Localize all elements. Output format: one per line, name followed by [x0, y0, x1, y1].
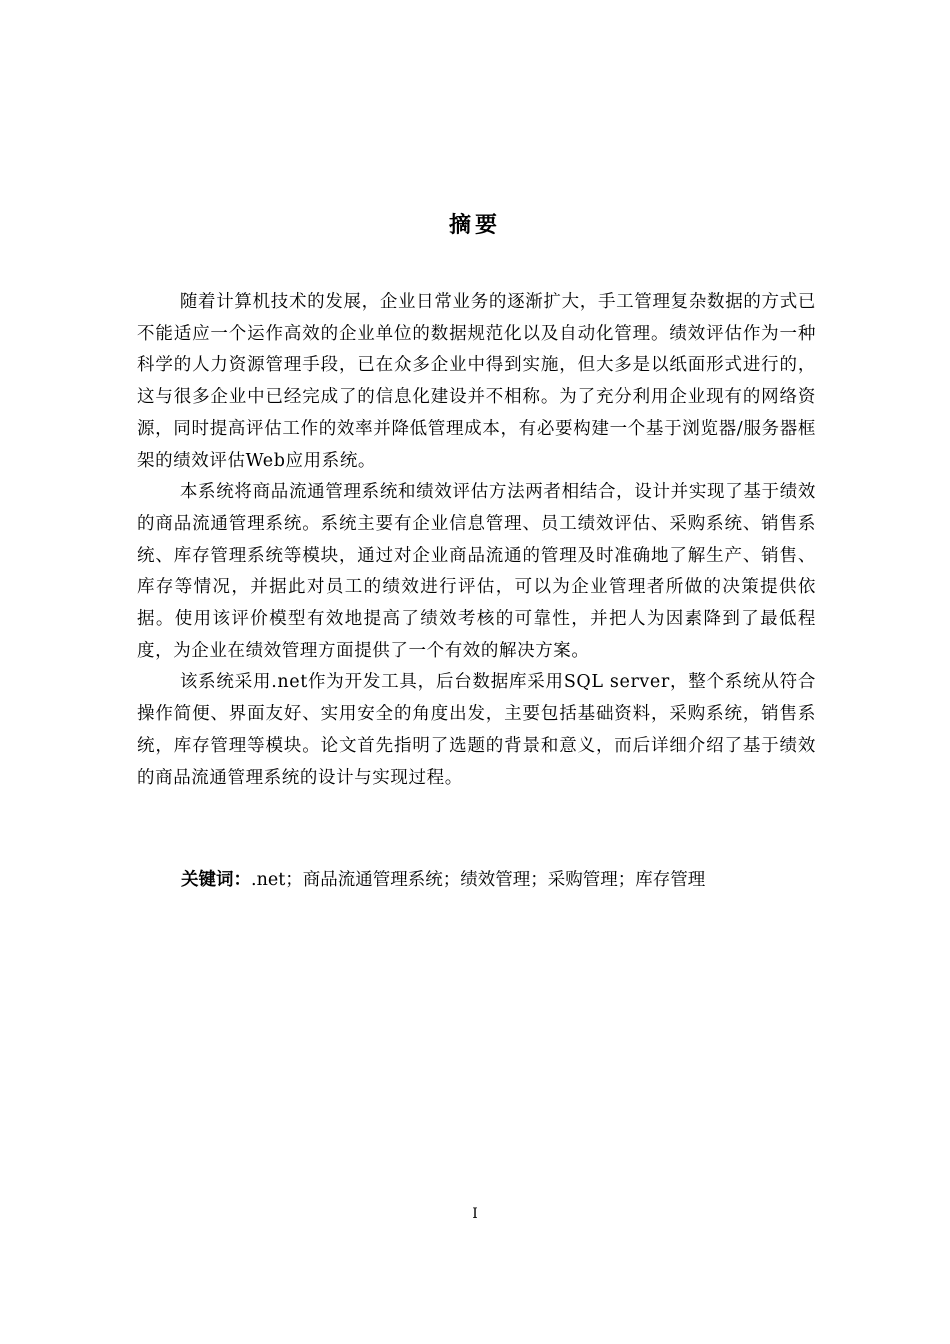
keywords-list: .net；商品流通管理系统；绩效管理；采购管理；库存管理 — [251, 870, 706, 890]
keywords-line — [181, 865, 821, 895]
page-title: 摘要 — [448, 213, 501, 238]
keywords-label: 关键词： — [181, 870, 251, 890]
page-number: I — [472, 1206, 478, 1222]
abstract-body — [137, 287, 816, 794]
abstract-paragraph-3: 该系统采用.net作为开发工具，后台数据库采用SQL server，整个系统从符合操作简便、界面友好、实用安全的角度出发，主要包括基础资料，采购系统，销售系统，库存管理等模块。论文首先指明了选题的背景和意义，而后详细介绍了基于绩效的商品流通管理系统的设计与实现过程。 — [137, 672, 816, 788]
abstract-paragraph-2: 本系统将商品流通管理系统和绩效评估方法两者相结合，设计并实现了基于绩效的商品流通管理系统。系统主要有企业信息管理、员工绩效评估、采购系统、销售系统、库存管理系统等模块，通过对企业商品流通的管理及时准确地了解生产、销售、库存等情况，并据此对员工的绩效进行评估，可以为企业管理者所做的决策提供依据。使用该评价模型有效地提高了绩效考核的可靠性，并把人为因素降到了最低程度，为企业在绩效管理方面提供了一个有效的解决方案。 — [137, 482, 816, 661]
abstract-paragraph-1: 随着计算机技术的发展，企业日常业务的逐渐扩大，手工管理复杂数据的方式已不能适应一个运作高效的企业单位的数据规范化以及自动化管理。绩效评估作为一种科学的人力资源管理手段，已在众多企业中得到实施，但大多是以纸面形式进行的，这与很多企业中已经完成了的信息化建设并不相称。为了充分利用企业现有的网络资源，同时提高评估工作的效率并降低管理成本，有必要构建一个基于浏览器/服务器框架的绩效评估Web应用系统。 — [137, 292, 816, 471]
